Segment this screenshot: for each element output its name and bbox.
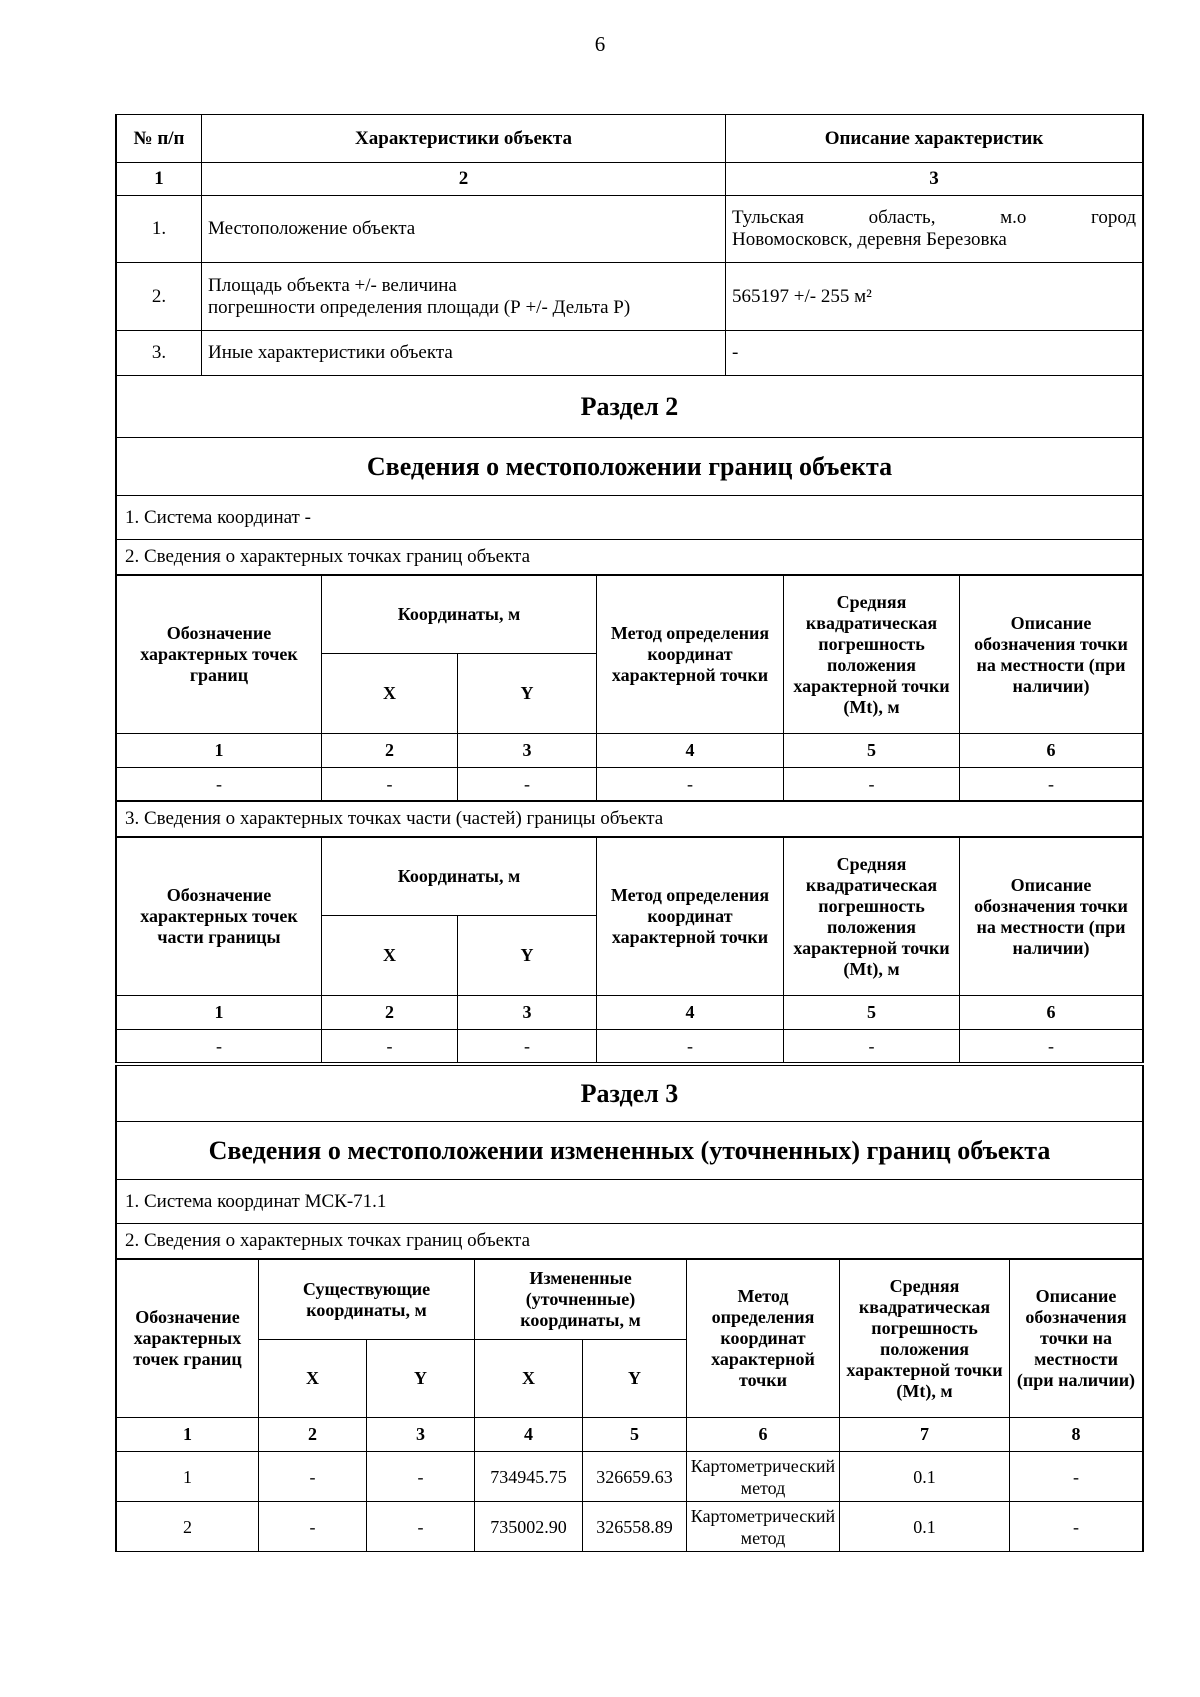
existing-x: - — [259, 1452, 367, 1502]
col-num: 7 — [840, 1418, 1010, 1452]
col-num: 2 — [202, 163, 726, 196]
row-number: 2. — [117, 263, 202, 331]
header-x: X — [322, 654, 458, 734]
header-method: Метод определения координат характерной точки — [597, 838, 784, 996]
column-numbers-row — [117, 163, 1143, 196]
existing-y: - — [367, 1502, 475, 1552]
header-y: Y — [583, 1340, 687, 1418]
cell: - — [322, 1030, 458, 1063]
existing-y: - — [367, 1452, 475, 1502]
col-num: 3 — [726, 163, 1143, 196]
header-y: Y — [458, 654, 597, 734]
cell: - — [117, 768, 322, 801]
section-subtitle: Сведения о местоположении измененных (уточненных) границ объекта — [117, 1122, 1143, 1180]
point-description: - — [1010, 1452, 1143, 1502]
table-row — [117, 1502, 1143, 1552]
header-designation: Обозначение характерных точек части границы — [117, 838, 322, 996]
point-id: 1 — [117, 1452, 259, 1502]
part-points-title: 3. Сведения о характерных точках части (частей) границы объекта — [117, 802, 1143, 837]
cell: - — [597, 768, 784, 801]
header-description: Описание характеристик — [726, 115, 1143, 163]
row-number: 1. — [117, 196, 202, 263]
header-description: Описание обозначения точки на местности (при наличии) — [960, 838, 1143, 996]
header-description: Описание обозначения точки на местности (при наличии) — [1010, 1260, 1143, 1418]
col-num: 8 — [1010, 1418, 1143, 1452]
col-num: 5 — [583, 1418, 687, 1452]
header-x: X — [259, 1340, 367, 1418]
table-row — [117, 196, 1143, 263]
section-title: Раздел 3 — [117, 1066, 1143, 1122]
header-coordinates: Координаты, м — [322, 838, 597, 916]
row-description: - — [726, 331, 1143, 376]
table-header-row — [117, 115, 1143, 163]
col-num: 6 — [687, 1418, 840, 1452]
characteristic-line: Площадь объекта +/- величина — [208, 274, 457, 296]
header-error: Средняя квадратическая погрешность положения характерной точки (Mt), м — [840, 1260, 1010, 1418]
header-x: X — [322, 916, 458, 996]
mt-value: 0.1 — [840, 1452, 1010, 1502]
header-method: Метод определения координат характерной точки — [687, 1260, 840, 1418]
method: Картометрический метод — [687, 1502, 840, 1552]
column-numbers-row — [117, 1418, 1143, 1452]
header-error: Средняя квадратическая погрешность положения характерной точки (Mt), м — [784, 576, 960, 734]
col-num: 5 — [784, 734, 960, 768]
row-description — [726, 196, 1143, 263]
changed-y: 326558.89 — [583, 1502, 687, 1552]
changed-x: 734945.75 — [475, 1452, 583, 1502]
page-number: 6 — [594, 32, 606, 56]
header-error: Средняя квадратическая погрешность положения характерной точки (Mt), м — [784, 838, 960, 996]
col-num: 1 — [117, 163, 202, 196]
cell: - — [960, 1030, 1143, 1063]
description-line: Новомосковск, деревня Березовка — [732, 229, 1007, 250]
characteristic-line: погрешности определения площади (Р +/- Дельта Р) — [208, 296, 631, 318]
section-3 — [115, 1065, 1144, 1552]
changed-y: 326659.63 — [583, 1452, 687, 1502]
column-numbers-row — [117, 734, 1143, 768]
section-title: Раздел 2 — [117, 376, 1143, 438]
header-designation: Обозначение характерных точек границ — [117, 1260, 259, 1418]
cell: - — [322, 768, 458, 801]
col-num: 6 — [960, 734, 1143, 768]
header-changed-coordinates: Измененные (уточненные) координаты, м — [475, 1260, 687, 1340]
col-num: 2 — [322, 734, 458, 768]
cell: - — [117, 1030, 322, 1063]
header-description: Описание обозначения точки на местности (при наличии) — [960, 576, 1143, 734]
col-num: 4 — [597, 996, 784, 1030]
table-row — [117, 263, 1143, 331]
header-coordinates: Координаты, м — [322, 576, 597, 654]
col-num: 2 — [322, 996, 458, 1030]
header-x: X — [475, 1340, 583, 1418]
points-title: 2. Сведения о характерных точках границ объекта — [117, 1224, 1143, 1259]
col-num: 1 — [117, 1418, 259, 1452]
header-method: Метод определения координат характерной точки — [597, 576, 784, 734]
method: Картометрический метод — [687, 1452, 840, 1502]
cell: - — [458, 768, 597, 801]
row-description: 565197 +/- 255 м² — [726, 263, 1143, 331]
col-num: 1 — [117, 734, 322, 768]
cell: - — [784, 768, 960, 801]
row-number: 3. — [117, 331, 202, 376]
point-description: - — [1010, 1502, 1143, 1552]
section-2 — [115, 375, 1144, 1063]
col-num: 4 — [475, 1418, 583, 1452]
header-existing-coordinates: Существующие координаты, м — [259, 1260, 475, 1340]
mt-value: 0.1 — [840, 1502, 1010, 1552]
cell: - — [458, 1030, 597, 1063]
col-num: 1 — [117, 996, 322, 1030]
col-num: 3 — [458, 734, 597, 768]
header-characteristics: Характеристики объекта — [202, 115, 726, 163]
header-y: Y — [458, 916, 597, 996]
existing-x: - — [259, 1502, 367, 1552]
point-id: 2 — [117, 1502, 259, 1552]
changed-x: 735002.90 — [475, 1502, 583, 1552]
col-num: 2 — [259, 1418, 367, 1452]
section-subtitle: Сведения о местоположении границ объекта — [117, 438, 1143, 496]
table-row — [117, 1030, 1143, 1063]
characteristics-table — [115, 114, 1144, 376]
col-num: 5 — [784, 996, 960, 1030]
column-numbers-row — [117, 996, 1143, 1030]
coordinate-system: 1. Система координат МСК-71.1 — [117, 1180, 1143, 1224]
coordinate-system: 1. Система координат - — [117, 496, 1143, 540]
table-row — [117, 1452, 1143, 1502]
col-num: 6 — [960, 996, 1143, 1030]
cell: - — [960, 768, 1143, 801]
header-designation: Обозначение характерных точек границ — [117, 576, 322, 734]
table-row — [117, 331, 1143, 376]
table-row — [117, 768, 1143, 801]
col-num: 3 — [367, 1418, 475, 1452]
points-title: 2. Сведения о характерных точках границ объекта — [117, 540, 1143, 575]
col-num: 3 — [458, 996, 597, 1030]
cell: - — [784, 1030, 960, 1063]
col-num: 4 — [597, 734, 784, 768]
cell: - — [597, 1030, 784, 1063]
row-characteristic: Местоположение объекта — [202, 196, 726, 263]
description-line: Тульская область, м.о город — [732, 207, 1136, 228]
header-number: № п/п — [117, 115, 202, 163]
header-y: Y — [367, 1340, 475, 1418]
row-characteristic: Иные характеристики объекта — [202, 331, 726, 376]
row-characteristic — [202, 263, 726, 331]
